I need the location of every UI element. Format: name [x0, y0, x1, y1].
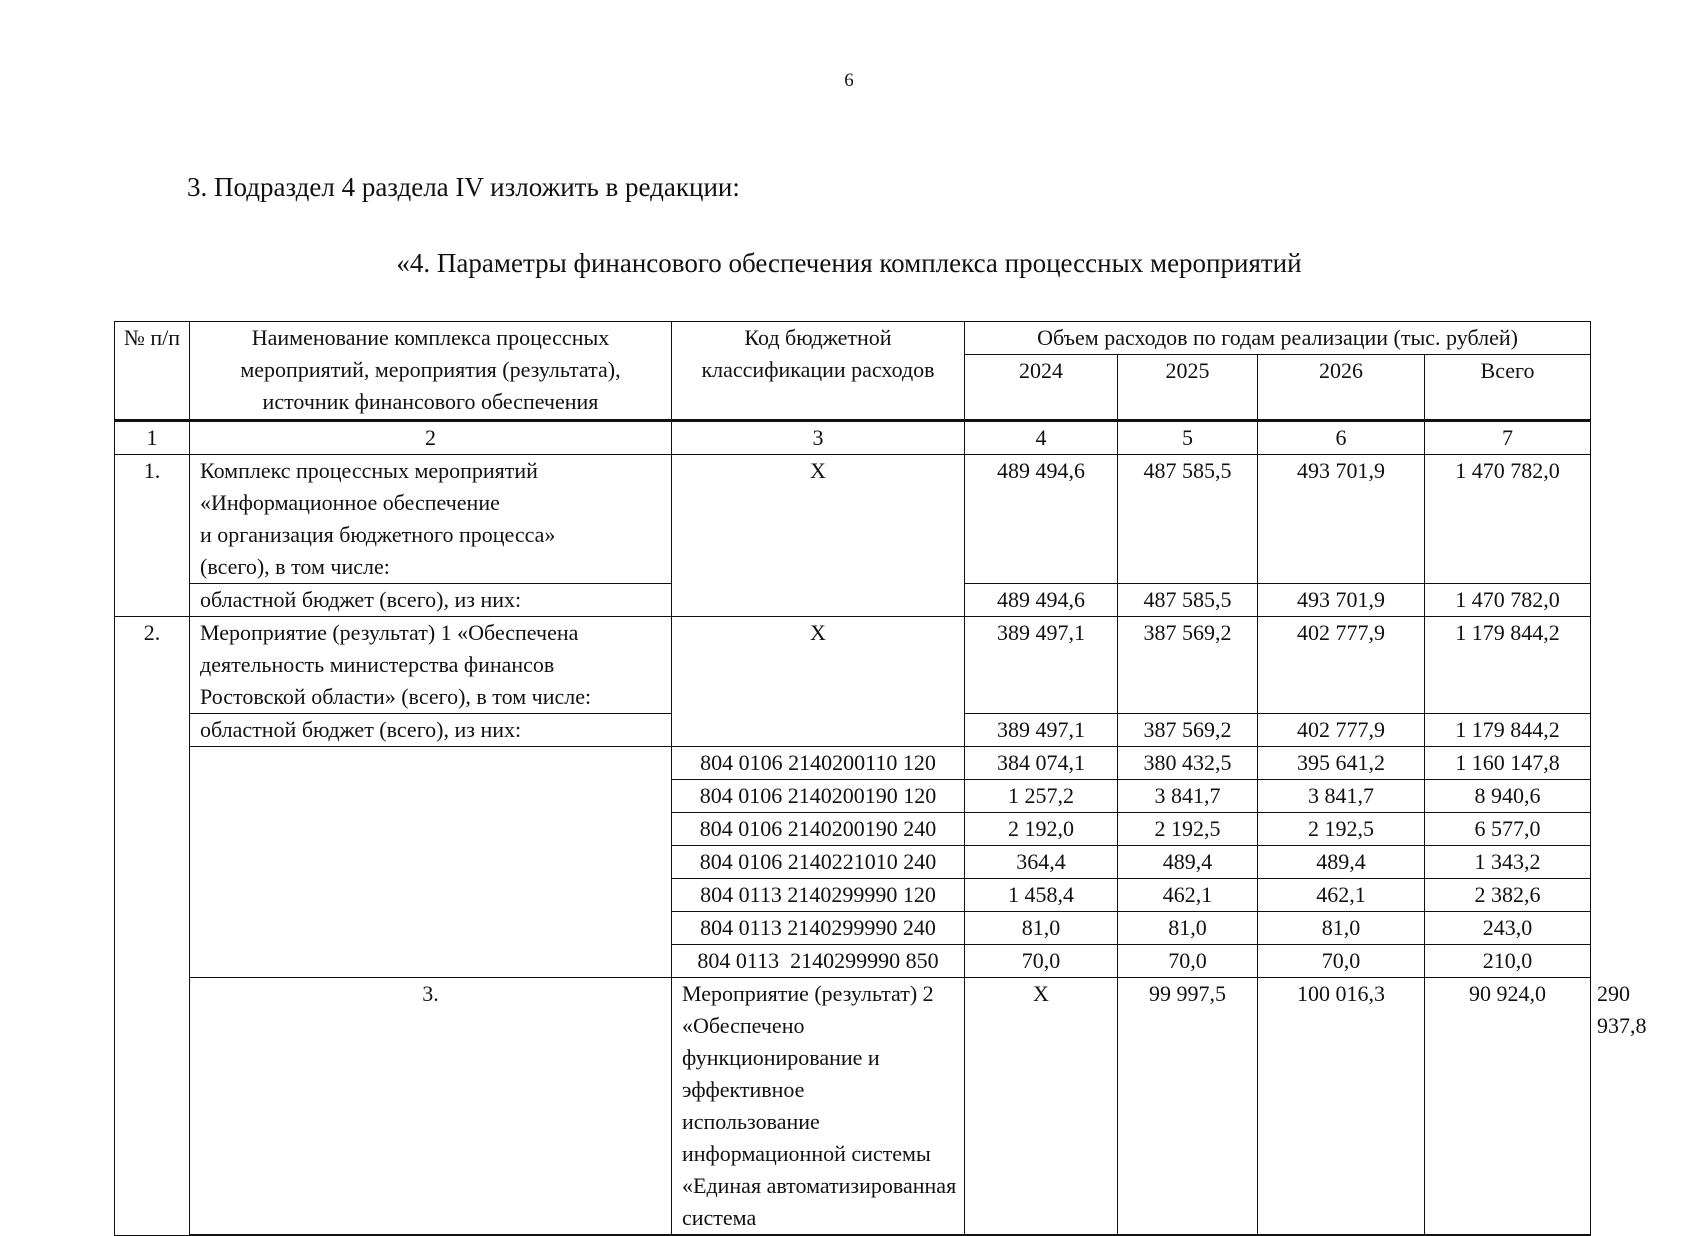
budget-code: 804 0106 2140200190 120: [672, 780, 965, 813]
value-2024: 1 458,4: [965, 879, 1118, 912]
empty-name-cell: [190, 747, 672, 978]
header-name-line: мероприятий, мероприятия (результата),: [240, 357, 621, 382]
value-total: 1 343,2: [1425, 846, 1591, 879]
value-total: 8 940,6: [1425, 780, 1591, 813]
value-2025: 387 569,2: [1118, 617, 1258, 714]
budget-code: 804 0106 2140200110 120: [672, 747, 965, 780]
source-name: областной бюджет (всего), из них:: [190, 714, 672, 747]
header-volume: Объем расходов по годам реализации (тыс. рублей): [965, 322, 1591, 355]
column-number: 4: [965, 421, 1118, 455]
value-2024: 364,4: [965, 846, 1118, 879]
budget-code: 804 0113 2140299990 240: [672, 912, 965, 945]
item-name-line: Мероприятие (результат) 1 «Обеспечена: [200, 620, 579, 645]
source-name: областной бюджет (всего), из них:: [190, 584, 672, 617]
value-2025: 387 569,2: [1118, 714, 1258, 747]
header-year-2025: 2025: [1118, 355, 1258, 421]
budget-code: Х: [672, 617, 965, 747]
value-2025: 489,4: [1118, 846, 1258, 879]
budget-code: 804 0106 2140221010 240: [672, 846, 965, 879]
value-2026: 402 777,9: [1258, 617, 1425, 714]
header-code-line: классификации расходов: [701, 357, 935, 382]
value-2024: 1 257,2: [965, 780, 1118, 813]
header-year-2024: 2024: [965, 355, 1118, 421]
item-name-line: деятельность министерства финансов: [200, 652, 555, 677]
section-title: «4. Параметры финансового обеспечения комплекса процессных мероприятий: [396, 248, 1302, 278]
header-row: [115, 322, 1591, 355]
value-2025: 81,0: [1118, 912, 1258, 945]
item-number: 2.: [115, 617, 190, 1236]
item-number: 3.: [190, 978, 672, 1236]
budget-code: 804 0113 2140299990 850: [672, 945, 965, 978]
item-name: [190, 455, 672, 584]
item-number: 1.: [115, 455, 190, 617]
value-2026: 70,0: [1258, 945, 1425, 978]
header-total: Всего: [1425, 355, 1591, 421]
value-2025: 487 585,5: [1118, 455, 1258, 584]
financing-table: [114, 321, 1647, 1236]
value-2024: 389 497,1: [965, 714, 1118, 747]
header-name-line: Наименование комплекса процессных: [251, 325, 610, 350]
column-numbers-row: [115, 421, 1591, 455]
value-total: 243,0: [1425, 912, 1591, 945]
header-name: [190, 322, 672, 421]
value-2024: 489 494,6: [965, 584, 1118, 617]
item-name-line: использование информационной системы: [682, 1109, 931, 1166]
value-total: 1 179 844,2: [1425, 617, 1591, 714]
value-2026: 462,1: [1258, 879, 1425, 912]
value-2024: 70,0: [965, 945, 1118, 978]
item-name-line: «Единая автоматизированная система: [682, 1173, 957, 1230]
column-number: 6: [1258, 421, 1425, 455]
value-total: 1 470 782,0: [1425, 584, 1591, 617]
value-total: 1 179 844,2: [1425, 714, 1591, 747]
value-2025: 100 016,3: [1258, 978, 1425, 1236]
value-2024: 99 997,5: [1118, 978, 1258, 1236]
header-code-line: Код бюджетной: [744, 325, 892, 350]
value-2025: 70,0: [1118, 945, 1258, 978]
value-2025: 3 841,7: [1118, 780, 1258, 813]
column-number: 5: [1118, 421, 1258, 455]
value-2024: 384 074,1: [965, 747, 1118, 780]
value-2025: 380 432,5: [1118, 747, 1258, 780]
value-2026: 489,4: [1258, 846, 1425, 879]
header-num: № п/п: [115, 322, 190, 421]
value-2025: 2 192,5: [1118, 813, 1258, 846]
value-2024: 2 192,0: [965, 813, 1118, 846]
column-number: 3: [672, 421, 965, 455]
header-name-line: источник финансового обеспечения: [262, 389, 599, 414]
value-2024: 389 497,1: [965, 617, 1118, 714]
instruction-text: 3. Подраздел 4 раздела IV изложить в редакции:: [187, 172, 740, 202]
value-2026: 81,0: [1258, 912, 1425, 945]
item-name: [672, 978, 965, 1236]
value-2026: 402 777,9: [1258, 714, 1425, 747]
header-year-2026: 2026: [1258, 355, 1425, 421]
column-number: 7: [1425, 421, 1591, 455]
page-number: 6: [844, 70, 854, 91]
value-total: 1 470 782,0: [1425, 455, 1591, 584]
budget-code: 804 0113 2140299990 120: [672, 879, 965, 912]
value-total: 1 160 147,8: [1425, 747, 1591, 780]
column-number: 2: [190, 421, 672, 455]
value-2025: 462,1: [1118, 879, 1258, 912]
value-2025: 487 585,5: [1118, 584, 1258, 617]
header-code: [672, 322, 965, 421]
item-name-line: Мероприятие (результат) 2 «Обеспечено: [682, 981, 934, 1038]
table-row-item-1: [115, 455, 1591, 584]
value-2024: 81,0: [965, 912, 1118, 945]
value-total: 2 382,6: [1425, 879, 1591, 912]
value-2026: 493 701,9: [1258, 584, 1425, 617]
budget-code: Х: [672, 455, 965, 617]
item-name-line: Комплекс процессных мероприятий: [200, 458, 538, 483]
item-name: [190, 617, 672, 714]
value-2024: 489 494,6: [965, 455, 1118, 584]
table-row-item-3: 3. Мероприятие (результат) 2 «Обеспечено функционирование и эффективное использование информационной системы «Единая автоматизированная система Х 99 997,5 100 016,3 90 924,0 290 937,8: [115, 978, 1591, 1236]
budget-code: 804 0106 2140200190 240: [672, 813, 965, 846]
value-2026: 493 701,9: [1258, 455, 1425, 584]
item-name-line: функционирование и эффективное: [682, 1045, 880, 1102]
value-2026: 3 841,7: [1258, 780, 1425, 813]
item-name-line: Ростовской области» (всего), в том числе:: [200, 684, 592, 709]
value-total: 6 577,0: [1425, 813, 1591, 846]
table-row-code: [115, 747, 1591, 780]
budget-code: Х: [965, 978, 1118, 1236]
item-name-line: «Информационное обеспечение: [200, 490, 500, 515]
value-total: 210,0: [1425, 945, 1591, 978]
item-name-line: и организация бюджетного процесса»: [200, 522, 556, 547]
value-2026: 90 924,0: [1425, 978, 1591, 1236]
item-name-line: (всего), в том числе:: [200, 554, 390, 579]
table-row-item-2: [115, 617, 1591, 714]
column-number: 1: [115, 421, 190, 455]
value-2026: 2 192,5: [1258, 813, 1425, 846]
value-2026: 395 641,2: [1258, 747, 1425, 780]
